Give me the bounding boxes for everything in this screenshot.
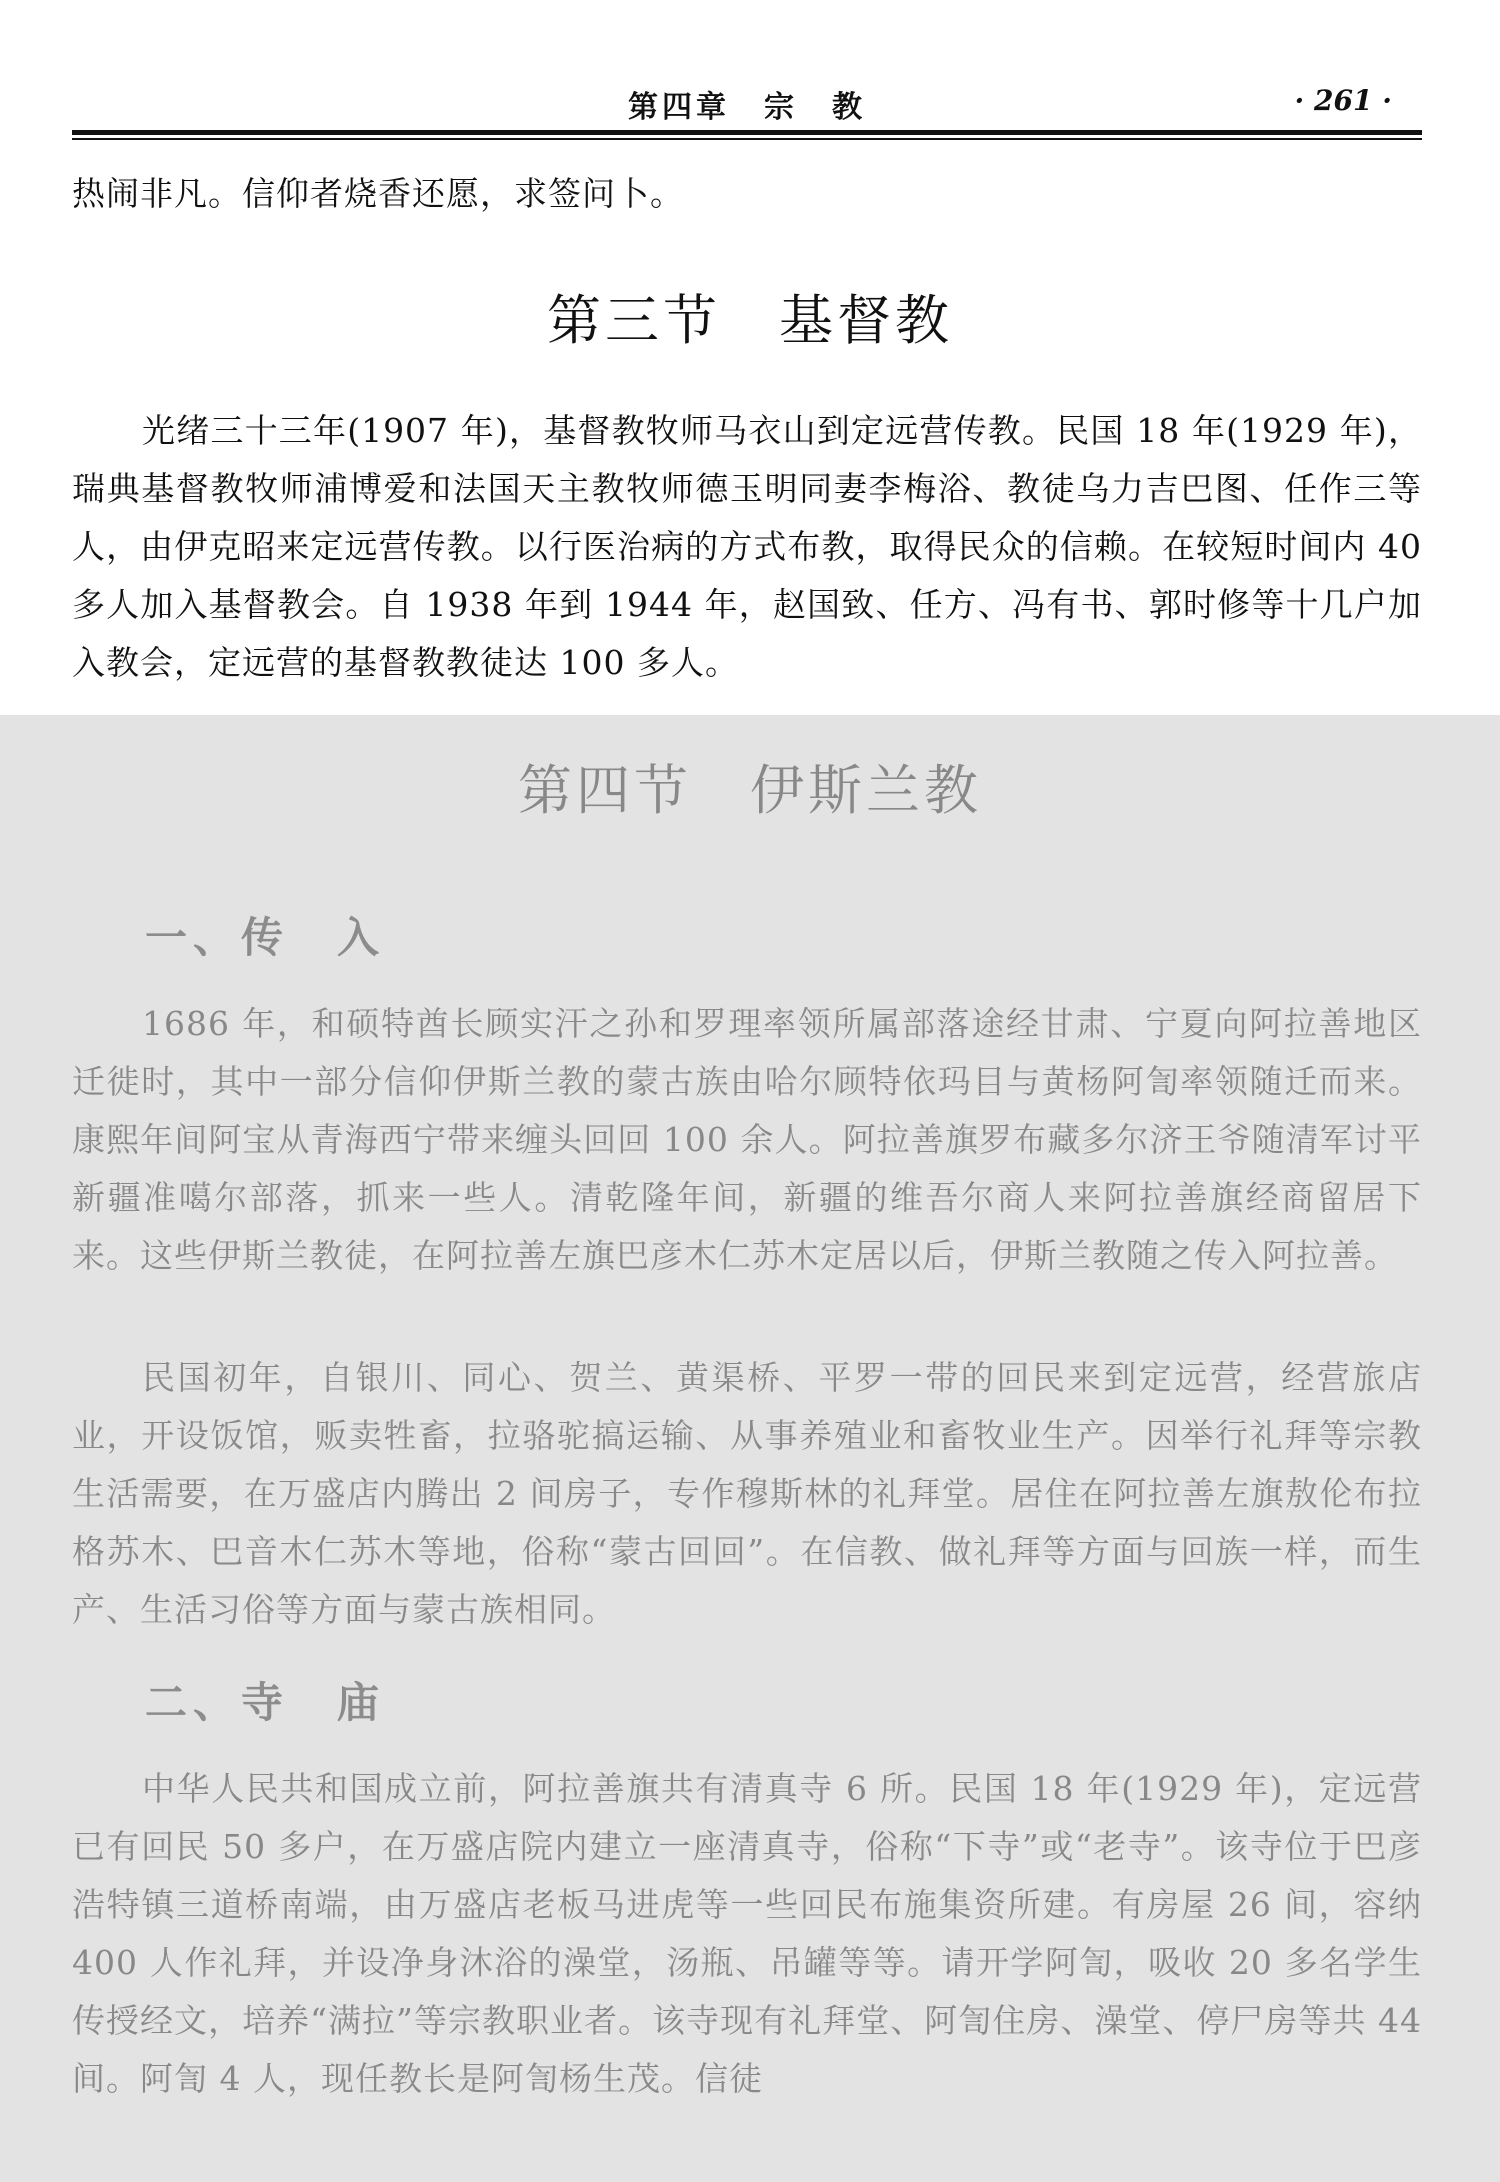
section-title-christianity: 第三节 基督教: [547, 289, 953, 352]
header-rule-thin: [72, 138, 1422, 140]
header-rule-thick: [72, 130, 1422, 135]
chapter-title: 第四章 宗 教: [628, 90, 866, 125]
introduction-paragraph-2: 民国初年，自银川、同心、贺兰、黄渠桥、平罗一带的回民来到定远营，经营旅店业，开设饭馆，贩卖牲畜，拉骆驼搞运输、从事养殖业和畜牧业生产。因举行礼拜等宗教生活需要，在万盛店内腾出 2 间房子，专作穆斯林的礼拜堂。居住在阿拉善左旗敖伦布拉格苏木、巴音木仁苏木等地，俗称“蒙古回回”。在信教、做礼拜等方面与回族一样，而生产、生活习俗等方面与蒙古族相同。: [72, 1358, 1422, 1629]
shaded-region: [0, 715, 1500, 2182]
subheading-introduction: 一、传 入: [145, 913, 386, 962]
section-title-islam: 第四节 伊斯兰教: [518, 759, 982, 822]
page-number: · 261 ·: [1294, 84, 1392, 117]
continued-paragraph: 热闹非凡。信仰者烧香还愿，求签问卜。: [72, 174, 684, 213]
christianity-paragraph: 光绪三十三年(1907 年)，基督教牧师马衣山到定远营传教。民国 18 年(1929 年)，瑞典基督教牧师浦博爱和法国天主教牧师德玉明同妻李梅浴、教徒乌力吉巴图、任作三等人，由伊克昭来定远营传教。以行医治病的方式布教，取得民众的信赖。在较短时间内 40 多人加入基督教会。自 1938 年到 1944 年，赵国致、任方、冯有书、郭时修等十几户加入教会，定远营的基督教教徒达 100 多人。: [72, 411, 1422, 682]
mosques-paragraph: 中华人民共和国成立前，阿拉善旗共有清真寺 6 所。民国 18 年(1929 年)，定远营已有回民 50 多户，在万盛店院内建立一座清真寺，俗称“下寺”或“老寺”。该寺位于巴彦浩特镇三道桥南端，由万盛店老板马进虎等一些回民布施集资所建。有房屋 26 间，容纳 400 人作礼拜，并设净身沐浴的澡堂，汤瓶、吊罐等等。请开学阿訇，吸收 20 多名学生传授经文，培养“满拉”等宗教职业者。该寺现有礼拜堂、阿訇住房、澡堂、停尸房等共 44 间。阿訇 4 人，现任教长是阿訇杨生茂。信徒: [72, 1769, 1422, 2098]
page-header: [72, 78, 1422, 128]
introduction-paragraph-1: 1686 年，和硕特酋长顾实汗之孙和罗理率领所属部落途经甘肃、宁夏向阿拉善地区迁徙时，其中一部分信仰伊斯兰教的蒙古族由哈尔顾特依玛目与黄杨阿訇率领随迁而来。康熙年间阿宝从青海西宁带来缠头回回 100 余人。阿拉善旗罗布藏多尔济王爷随清军讨平新疆准噶尔部落，抓来一些人。清乾隆年间，新疆的维吾尔商人来阿拉善旗经商留居下来。这些伊斯兰教徒，在阿拉善左旗巴彦木仁苏木定居以后，伊斯兰教随之传入阿拉善。: [72, 1004, 1422, 1275]
subheading-mosques: 二、寺 庙: [145, 1678, 386, 1727]
